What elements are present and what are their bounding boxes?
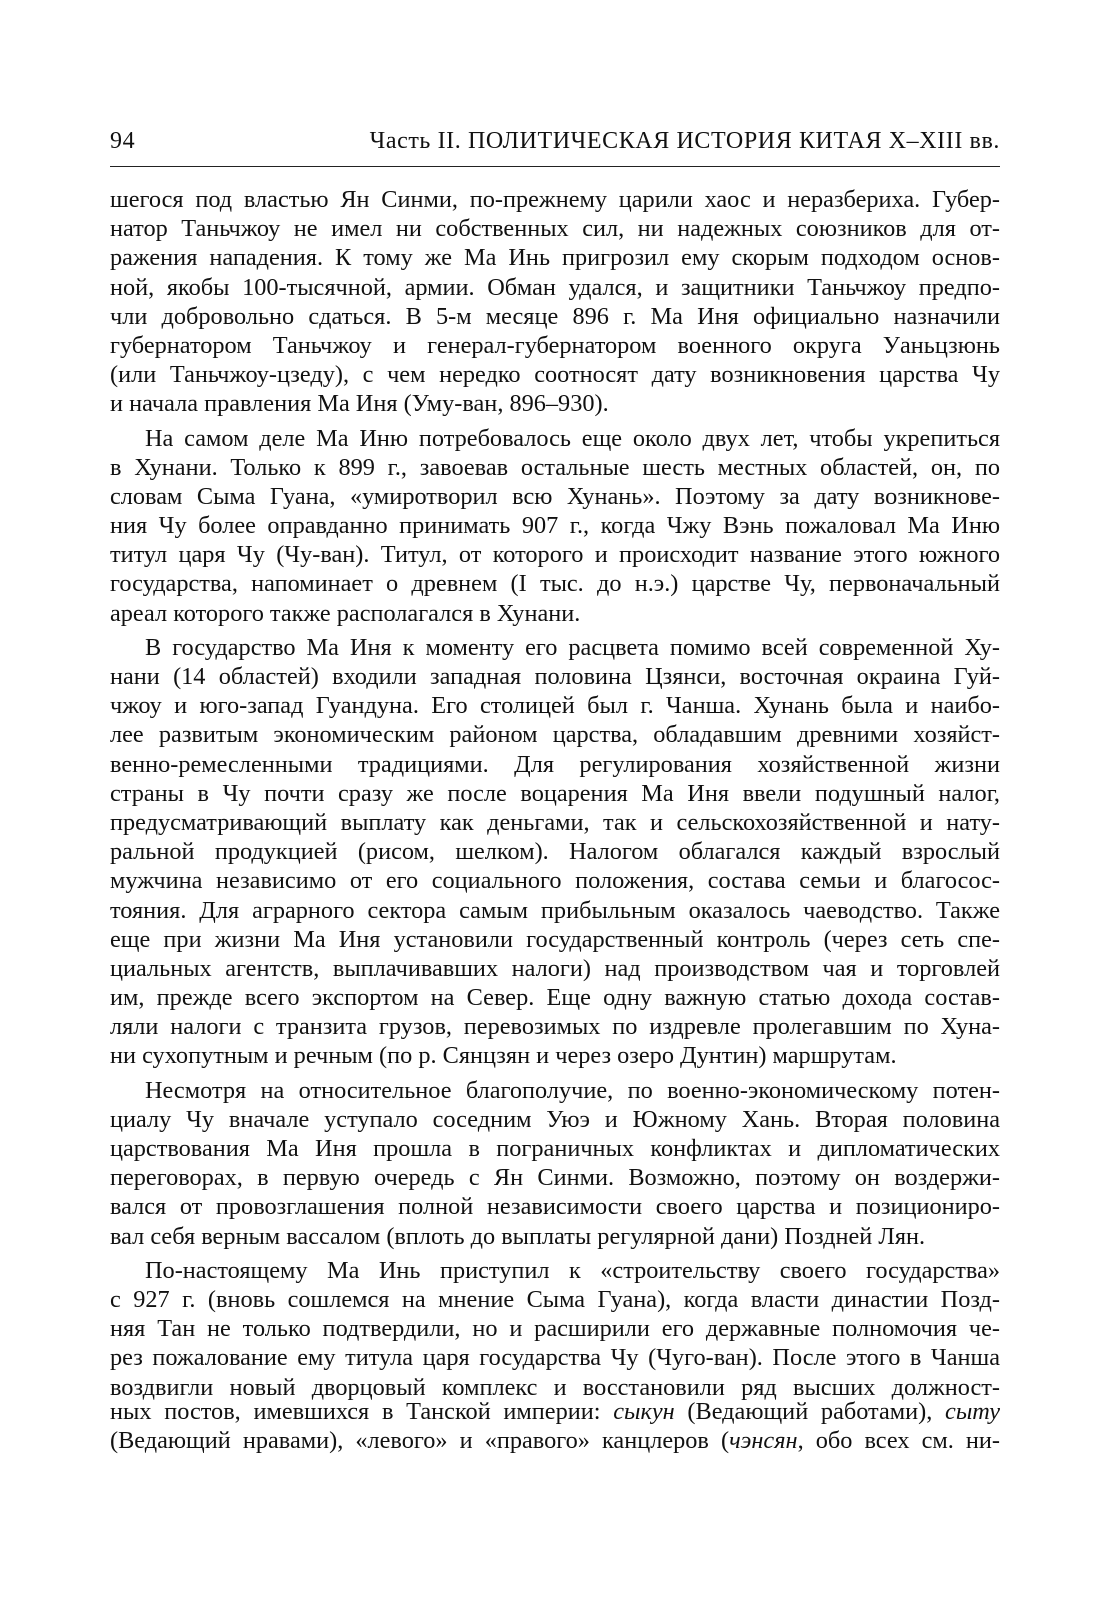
text-segment: (Ведающий нравами), «левого» и «правого» канцлеров ( (110, 1426, 730, 1454)
text-line: венно-ремесленными традициями. Для регулирования хозяйственной жизни (110, 750, 1000, 778)
text-line: На самом деле Ма Иню потребовалось еще около двух лет, чтобы укрепиться (145, 424, 1000, 452)
paragraphs (110, 185, 1000, 1402)
text-line: По-настоящему Ма Инь приступил к «строительству своего государства» (145, 1256, 1000, 1284)
text-line: губернатором Таньчжоу и генерал-губернатором военного округа Уаньцзюнь (110, 331, 1000, 359)
paragraph (110, 185, 1000, 419)
text-segment: ных постов, имевшихся в Танской империи: (110, 1397, 614, 1425)
paragraph (110, 1076, 1000, 1251)
running-header (110, 126, 1000, 167)
text-segment: , обо всех см. ни- (797, 1426, 1000, 1454)
paragraph-closing (110, 1397, 1000, 1455)
text-line: ральной продукцией (рисом, шелком). Налогом облагался каждый взрослый (110, 838, 1000, 866)
text-line: чжоу и юго-запад Гуандуна. Его столицей был г. Чанша. Хунань была и наибо- (110, 692, 1000, 720)
text-line: лее развитым экономическим районом царства, обладавшим древними хозяйст- (110, 721, 1000, 749)
text-line: ной, якобы 100-тысячной, армии. Обман удался, и защитники Таньчжоу предпо- (110, 273, 1000, 301)
text-line: царствования Ма Иня прошла в пограничных конфликтах и дипломатических (110, 1135, 1000, 1162)
text-line: В государство Ма Иня к моменту его расцвета помимо всей современной Ху- (145, 633, 1000, 661)
text-line (110, 1397, 1000, 1426)
text-line: шегося под властью Ян Синми, по-прежнему царили хаос и неразбериха. Губер- (110, 186, 1000, 213)
text-line: ния Чу более оправданно принимать 907 г., когда Чжу Вэнь пожаловал Ма Иню (110, 512, 1000, 540)
text-line: Несмотря на относительное благополучие, по военно-экономическому потен- (145, 1076, 1000, 1104)
text-line: тояния. Для аграрного сектора самым прибыльным оказалось чаеводство. Также (110, 896, 1000, 924)
text-line: государства, напоминает о древнем (I тыс. до н.э.) царстве Чу, первоначальный (110, 570, 1000, 598)
text-line: циалу Чу вначале уступало соседним Уюэ и Южному Хань. Вторая половина (110, 1105, 1000, 1133)
text-line: словам Сыма Гуана, «умиротворил всю Хунань». Поэтому за дату возникнове- (110, 482, 1000, 510)
paragraph (110, 633, 1000, 1071)
text-line: предусматривающий выплату как деньгами, так и сельскохозяйственной и нату- (110, 808, 1000, 836)
text-line: титул царя Чу (Чу-ван). Титул, от которого и происходит название этого южного (110, 541, 1000, 569)
term-sykun: сыкун (613, 1397, 675, 1425)
text-line: ражения нападения. К тому же Ма Инь пригрозил ему скорым подходом основ- (110, 244, 1000, 272)
text-line: няя Тан не только подтвердили, но и расширили его державные полномочия че- (110, 1315, 1000, 1343)
term-chensyan: чэнсян (729, 1426, 798, 1454)
paragraph (110, 424, 1000, 628)
text-line: ни сухопутным и речным (по р. Сянцзян и через озеро Дунтин) маршрутам. (110, 1042, 897, 1070)
text-line: нани (14 областей) входили западная половина Цзянси, восточная окраина Гуй- (110, 663, 1000, 690)
text-line: ареал которого также располагался в Хунани. (110, 599, 581, 627)
text-line: циальных агентств, выплачивавших налоги) над производством чая и торговлей (110, 954, 1000, 982)
text-line: с 927 г. (вновь сошлемся на мнение Сыма Гуана), когда власти династии Позд- (110, 1285, 1000, 1313)
paragraph (110, 1256, 1000, 1402)
text-line: еще при жизни Ма Иня установили государственный контроль (через сеть спе- (110, 925, 1000, 953)
text-line: воздвигли новый дворцовый комплекс и восстановили ряд высших должност- (110, 1373, 1000, 1401)
text-line: переговорах, в первую очередь с Ян Синми. Возможно, поэтому он воздержи- (110, 1164, 1000, 1192)
text-line: вался от провозглашения полной независимости своего царства и позициониро- (110, 1193, 1000, 1221)
text-line: в Хунани. Только к 899 г., завоевав остальные шесть местных областей, он, по (110, 453, 1000, 481)
text-line: и начала правления Ма Иня (Уму-ван, 896–930). (110, 390, 609, 418)
text-line: мужчина независимо от его социального положения, состава семьи и благосос- (110, 867, 1000, 895)
body-text (110, 185, 1000, 1460)
text-line: ляли налоги с транзита грузов, перевозимых по издревле пролегавшим по Хуна- (110, 1013, 1000, 1041)
text-line: натор Таньчжоу не имел ни собственных сил, ни надежных союзников для от- (110, 215, 1000, 243)
text-line: им, прежде всего экспортом на Север. Еще одну важную статью дохода состав- (110, 984, 1000, 1012)
text-segment: (Ведающий работами), (674, 1397, 946, 1425)
text-line: (или Таньчжоу-цзеду), с чем нередко соотносят дату возникновения царства Чу (110, 361, 1000, 389)
text-line: рез пожалование ему титула царя государства Чу (Чуго-ван). После этого в Чанша (110, 1344, 1000, 1372)
text-line: вал себя верным вассалом (вплоть до выплаты регулярной дани) Поздней Лян. (110, 1222, 926, 1250)
text-line: чли добровольно сдаться. В 5-м месяце 896 г. Ма Иня официально назначили (110, 302, 1000, 330)
text-line: страны в Чу почти сразу же после воцарения Ма Иня ввели подушный налог, (110, 779, 1000, 807)
page-number: 94 (110, 128, 136, 154)
text-line (110, 1426, 1000, 1455)
running-title: Часть II. ПОЛИТИЧЕСКАЯ ИСТОРИЯ КИТАЯ X–XIII вв. (369, 128, 1000, 154)
term-sytu: сыту (945, 1397, 1000, 1425)
